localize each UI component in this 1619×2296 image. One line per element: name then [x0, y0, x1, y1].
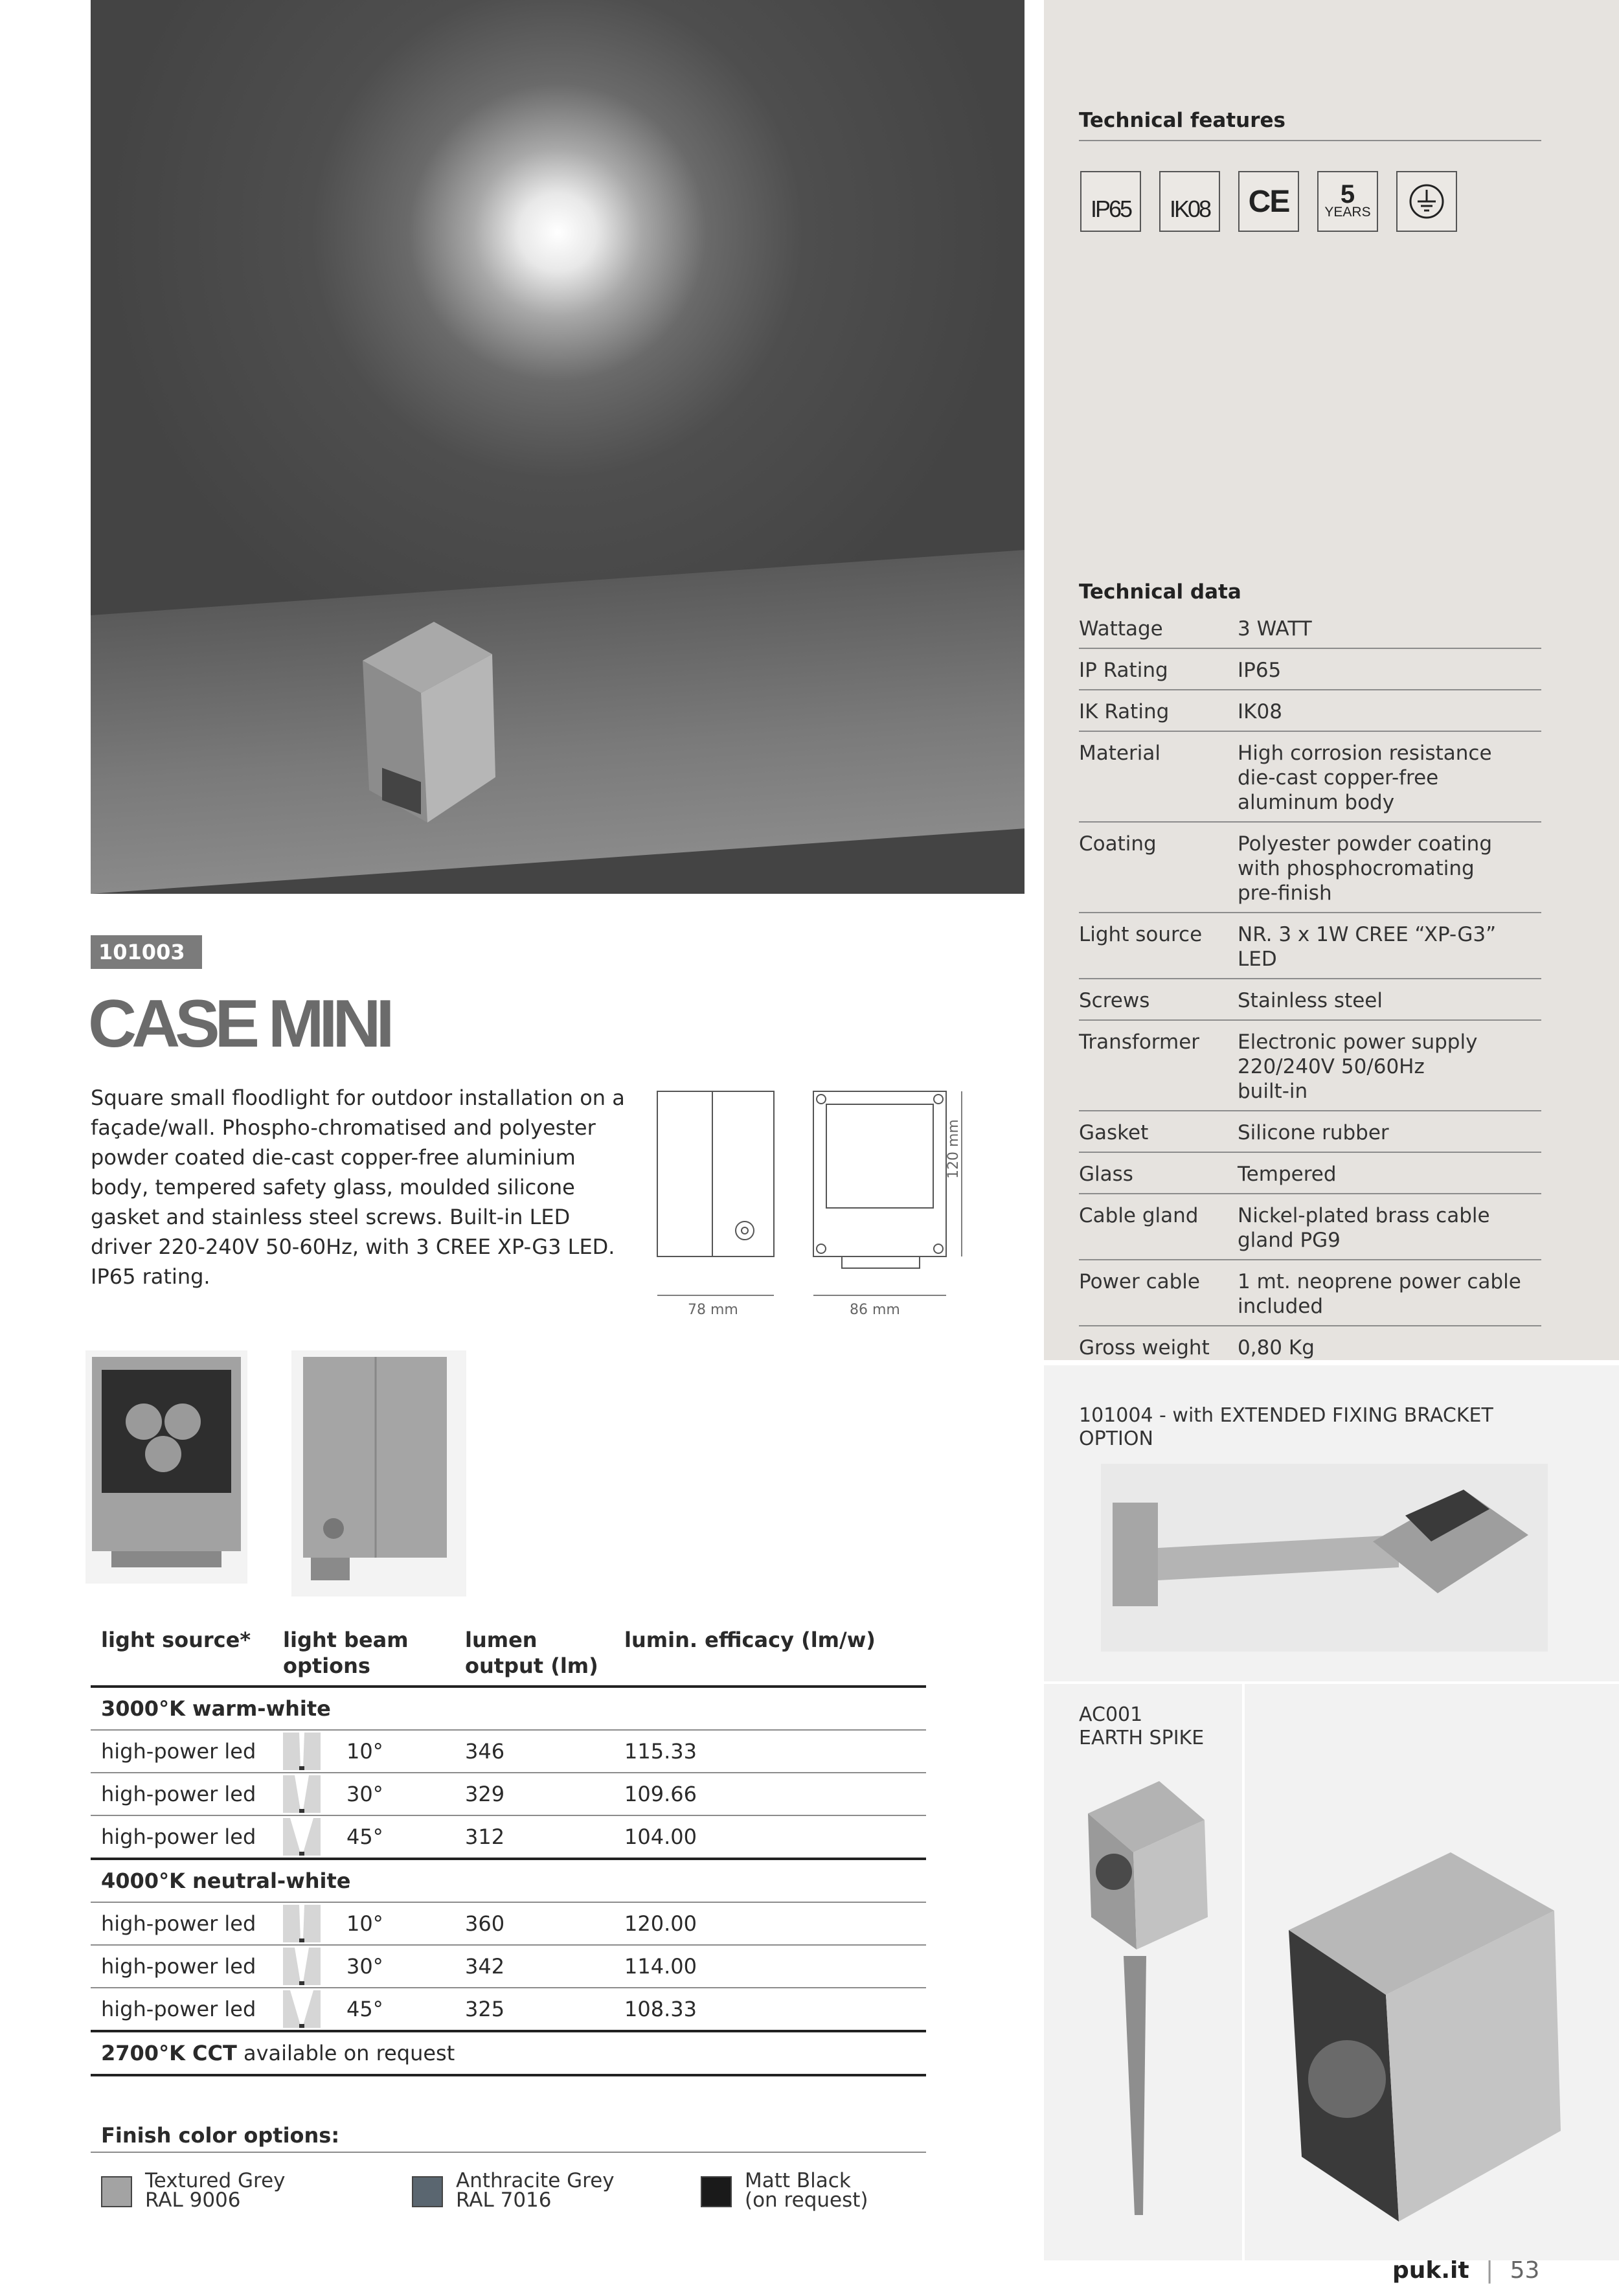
finish-label-black: Matt Black (on request)	[745, 2169, 868, 2212]
beam-cell	[273, 1773, 455, 1815]
technical-data-key: Light source	[1079, 913, 1238, 979]
technical-data-value: 1 mt. neoprene power cable included	[1238, 1260, 1541, 1326]
table-row	[91, 1988, 926, 2031]
footer-site: puk.it	[1392, 2257, 1469, 2284]
technical-data-key: IK Rating	[1079, 690, 1238, 731]
technical-data-row	[1079, 608, 1541, 648]
efficacy-cell: 115.33	[614, 1730, 926, 1773]
technical-data-value: Stainless steel	[1238, 979, 1541, 1020]
page-footer: puk.it | 53	[1392, 2257, 1540, 2284]
technical-data-table	[1079, 608, 1541, 1368]
lumen-cell: 346	[455, 1730, 614, 1773]
efficacy-cell: 120.00	[614, 1902, 926, 1945]
beam-cell	[273, 1815, 455, 1859]
technical-data-row	[1079, 1326, 1541, 1367]
lumen-cell: 325	[455, 1988, 614, 2031]
beam-angle: 30°	[346, 1782, 383, 1806]
lumen-cell: 329	[455, 1773, 614, 1815]
efficacy-cell: 104.00	[614, 1815, 926, 1859]
light-source-cell: high-power led	[91, 1988, 273, 2031]
finish-label-anthracite: Anthracite Grey RAL 7016	[456, 2169, 615, 2212]
product-name: CASE MINI	[88, 986, 390, 1062]
light-source-cell: high-power led	[91, 1945, 273, 1988]
technical-data-value: IP65	[1238, 648, 1541, 690]
beam-angle-icon	[283, 1775, 321, 1813]
beam-angle: 45°	[346, 1997, 383, 2021]
technical-data-row	[1079, 648, 1541, 690]
ik08-badge-icon: IK08	[1159, 171, 1220, 232]
lumen-cell: 312	[455, 1815, 614, 1859]
finish-swatch-grey	[101, 2176, 132, 2207]
beam-angle: 10°	[346, 1911, 383, 1936]
light-source-cell: high-power led	[91, 1773, 273, 1815]
beam-cell	[273, 1902, 455, 1945]
hero-photo	[91, 0, 1025, 894]
product-side-photo	[291, 1350, 466, 1597]
light-source-cell: high-power led	[91, 1815, 273, 1859]
technical-data-value: Electronic power supply 220/240V 50/60Hz built-in	[1238, 1020, 1541, 1111]
technical-data-key: Screws	[1079, 979, 1238, 1020]
technical-data-key: IP Rating	[1079, 648, 1238, 690]
warranty-badge-icon: 5 YEARS	[1317, 171, 1378, 232]
table-row	[91, 1773, 926, 1815]
floodlight-photo	[337, 609, 518, 848]
lumen-cell: 360	[455, 1902, 614, 1945]
efficacy-cell: 108.33	[614, 1988, 926, 2031]
finish-label-grey: Textured Grey RAL 9006	[145, 2169, 286, 2212]
technical-data-row	[1079, 1194, 1541, 1260]
technical-data-key: Power cable	[1079, 1260, 1238, 1326]
technical-data-value: Nickel-plated brass cable gland PG9	[1238, 1194, 1541, 1260]
technical-data-row	[1079, 1260, 1541, 1326]
group-header-row	[91, 1859, 926, 1902]
group-header-row	[91, 1687, 926, 1730]
technical-data-row	[1079, 913, 1541, 979]
technical-data-value: Silicone rubber	[1238, 1111, 1541, 1152]
table-row	[91, 1815, 926, 1859]
table-row	[91, 1730, 926, 1773]
technical-data-key: Coating	[1079, 822, 1238, 913]
beam-angle: 10°	[346, 1739, 383, 1764]
technical-data-row	[1079, 979, 1541, 1020]
beam-angle-icon	[283, 1818, 321, 1856]
table-row	[91, 1945, 926, 1988]
beam-angle: 30°	[346, 1954, 383, 1979]
dimension-drawing	[654, 1085, 978, 1331]
technical-data-value: High corrosion resistance die-cast copper-free aluminum body	[1238, 731, 1541, 822]
finish-options-title: Finish color options:	[101, 2123, 340, 2148]
ce-mark-icon: CE	[1238, 171, 1299, 232]
technical-data-value: IK08	[1238, 690, 1541, 731]
dimension-height: 120 mm	[945, 1119, 962, 1179]
light-source-cell: high-power led	[91, 1730, 273, 1773]
light-source-table	[91, 1619, 926, 2076]
beam-cell	[273, 1730, 455, 1773]
product-code-badge: 101003	[91, 935, 202, 969]
column-header-lumen: lumen output (lm)	[455, 1619, 614, 1687]
light-source-cell: high-power led	[91, 1902, 273, 1945]
beam-angle-icon	[283, 1948, 321, 1985]
bracket-option-label: 101004 - with EXTENDED FIXING BRACKET OPTION	[1079, 1404, 1493, 1450]
column-header-source: light source*	[91, 1619, 273, 1687]
technical-data-row	[1079, 822, 1541, 913]
group-title: 4000°K neutral-white	[91, 1859, 926, 1902]
technical-data-value: Tempered	[1238, 1152, 1541, 1194]
beam-angle-icon	[283, 1990, 321, 2028]
page-number: 53	[1510, 2257, 1540, 2284]
bracket-photo	[1101, 1464, 1548, 1652]
technical-data-key: Gross weight	[1079, 1326, 1238, 1367]
technical-data-row	[1079, 1020, 1541, 1111]
technical-data-key: Cable gland	[1079, 1194, 1238, 1260]
technical-data-key: Gasket	[1079, 1111, 1238, 1152]
earth-spike-label: AC001 EARTH SPIKE	[1079, 1703, 1205, 1749]
technical-data-key: Wattage	[1079, 608, 1238, 648]
column-header-beam: light beam options	[273, 1619, 455, 1687]
technical-data-row	[1079, 1111, 1541, 1152]
product-front-photo	[85, 1350, 247, 1584]
group-title: 3000°K warm-white	[91, 1687, 926, 1730]
technical-data-title: Technical data	[1079, 580, 1241, 604]
finish-swatch-anthracite	[412, 2176, 443, 2207]
finish-swatch-black	[701, 2176, 732, 2207]
technical-features-title: Technical features	[1079, 109, 1285, 132]
technical-data-value: 3 WATT	[1238, 608, 1541, 648]
floodlight-closeup-photo	[1269, 1833, 1567, 2234]
beam-cell	[273, 1988, 455, 2031]
technical-data-row	[1079, 1152, 1541, 1194]
technical-data-key: Glass	[1079, 1152, 1238, 1194]
technical-data-row	[1079, 690, 1541, 731]
technical-data-value: 0,80 Kg	[1238, 1326, 1541, 1367]
earth-spike-photo	[1062, 1762, 1224, 2228]
ip65-badge-icon: IP65	[1080, 171, 1141, 232]
dimension-width-side: 78 mm	[688, 1302, 738, 1318]
beam-angle-icon	[283, 1905, 321, 1942]
table-row	[91, 1902, 926, 1945]
technical-data-row	[1079, 731, 1541, 822]
efficacy-cell: 114.00	[614, 1945, 926, 1988]
column-header-efficacy: lumin. efficacy (lm/w)	[614, 1619, 926, 1687]
beam-angle-icon	[283, 1733, 321, 1770]
beam-cell	[273, 1945, 455, 1988]
efficacy-cell: 109.66	[614, 1773, 926, 1815]
cct-footnote: 2700°K CCT available on request	[91, 2031, 926, 2075]
technical-data-key: Transformer	[1079, 1020, 1238, 1111]
dimension-width-front: 86 mm	[850, 1302, 900, 1318]
earth-ground-icon	[1396, 171, 1457, 232]
technical-data-value: NR. 3 x 1W CREE “XP-G3” LED	[1238, 913, 1541, 979]
technical-data-key: Material	[1079, 731, 1238, 822]
lumen-cell: 342	[455, 1945, 614, 1988]
product-description: Square small floodlight for outdoor installation on a façade/wall. Phospho-chromatised and polyester powder coated die-cast copper-free aluminium body, tempered safety glass, moulded silicone gasket and stainless steel screws. Built-in LED driver 220-240V 50-60Hz, with 3 CREE XP-G3 LED. IP65 rating.	[91, 1085, 625, 1289]
technical-data-value: Polyester powder coating with phosphocromating pre-finish	[1238, 822, 1541, 913]
beam-angle: 45°	[346, 1824, 383, 1849]
table-footnote-row	[91, 2031, 926, 2075]
